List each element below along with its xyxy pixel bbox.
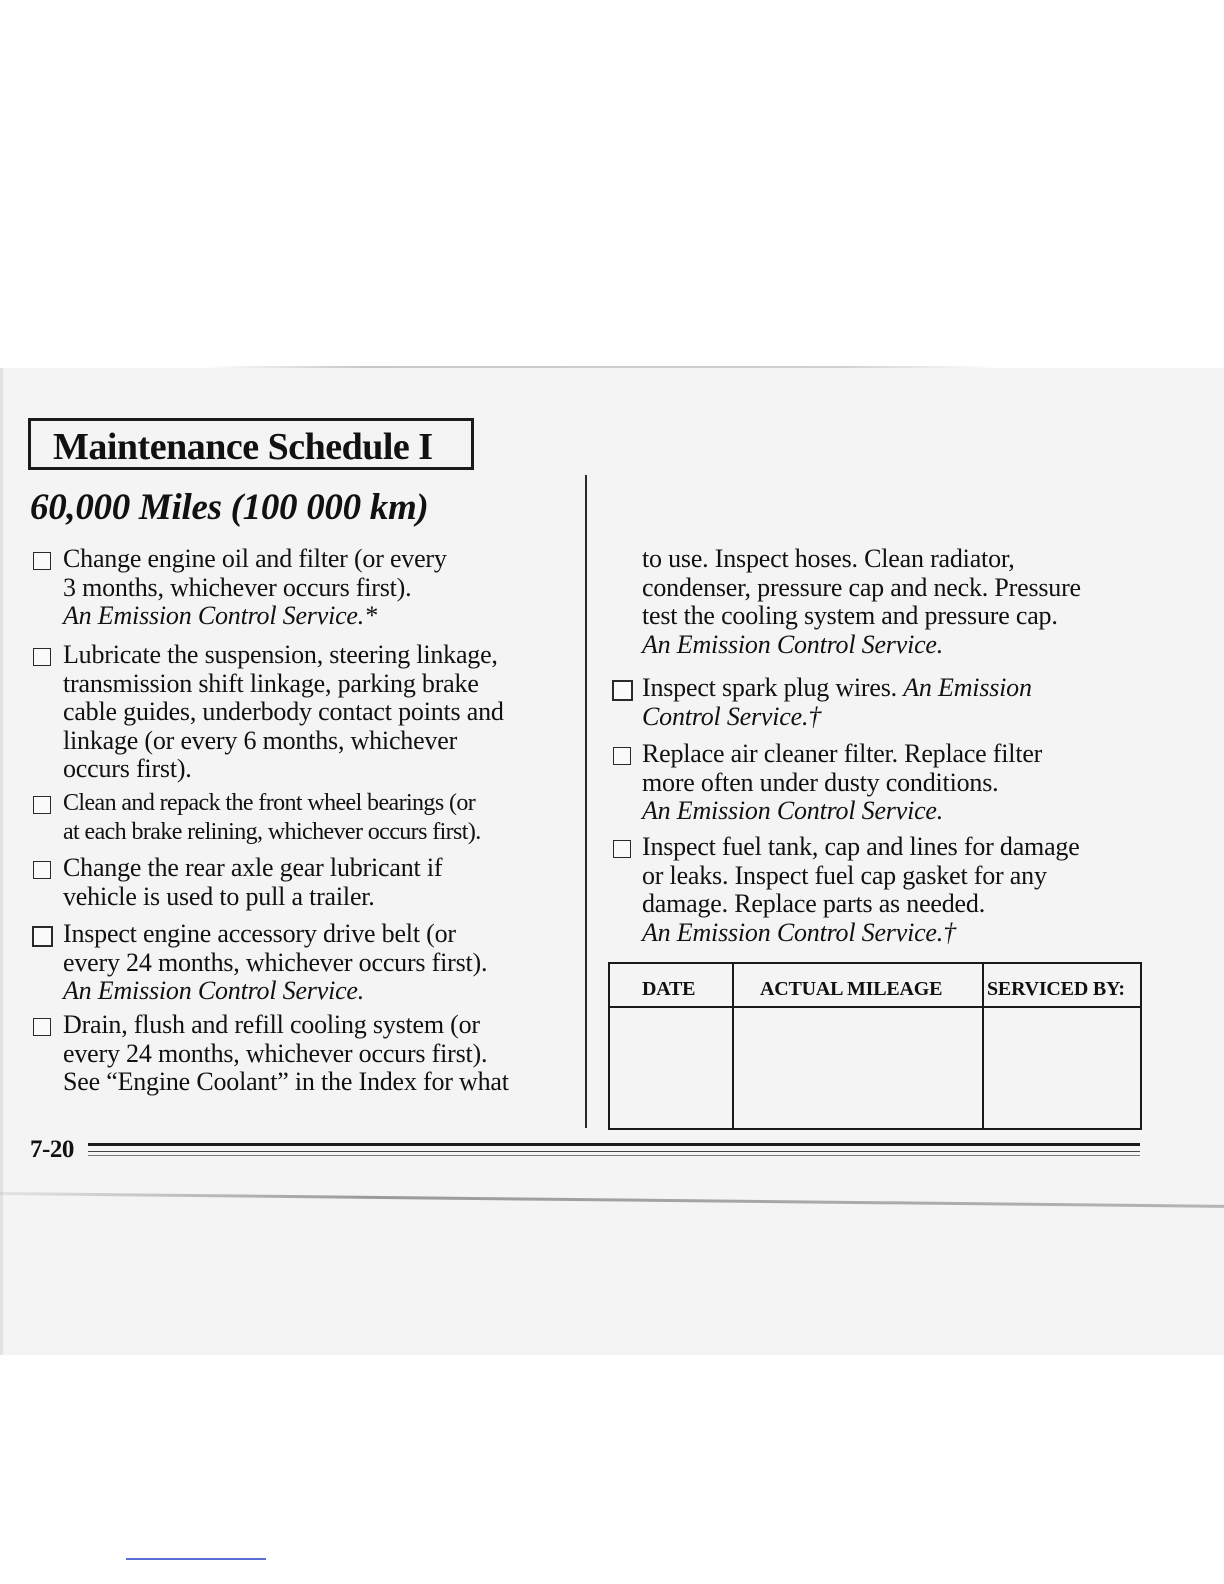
list-item-drive-belt <box>63 920 487 1006</box>
section-title-box <box>28 418 474 470</box>
item-text-line: Replace air cleaner filter. Replace filter <box>642 739 1043 768</box>
item-text-line: condenser, pressure cap and neck. Pressure <box>642 572 1081 602</box>
checkbox-cooling-system[interactable] <box>33 1018 51 1036</box>
emission-note: An Emission Control Service. <box>642 629 944 659</box>
item-text-line: occurs first). <box>63 754 192 783</box>
item-text-line: every 24 months, whichever occurs first). <box>63 1038 488 1068</box>
page-number: 7-20 <box>30 1136 74 1163</box>
item-text-line: damage. Replace parts as needed. <box>642 889 985 918</box>
checkbox-drive-belt[interactable] <box>32 926 53 947</box>
checkbox-oil-filter[interactable] <box>33 552 51 570</box>
item-text-line: Change the rear axle gear lubricant if <box>63 853 443 882</box>
section-title: Maintenance Schedule I <box>53 426 433 468</box>
item-text-line: transmission shift linkage, parking brake <box>63 668 479 698</box>
list-item-oil-filter <box>63 545 447 631</box>
item-text-line: test the cooling system and pressure cap. <box>642 601 1058 630</box>
list-item-spark-plug-wires <box>642 674 1032 731</box>
list-item-cooling-continued <box>642 545 1081 659</box>
item-text-line: Lubricate the suspension, steering linkage, <box>63 640 498 669</box>
item-text-line: Drain, flush and refill cooling system (or <box>63 1010 480 1039</box>
item-text-line: at each brake relining, whichever occurs first). <box>63 818 481 845</box>
scan-edge-left <box>0 368 3 1355</box>
item-text-line: Change engine oil and filter (or every <box>63 544 447 573</box>
item-text-line: Clean and repack the front wheel bearings (or <box>63 790 476 816</box>
emission-note: An Emission <box>903 673 1032 702</box>
item-text: Inspect spark plug wires. <box>642 673 904 702</box>
table-header-serviced-by: SERVICED BY: <box>987 978 1125 1000</box>
list-item-lubricate <box>63 641 504 784</box>
item-text-line <box>642 674 1032 703</box>
emission-note: An Emission Control Service. <box>63 976 365 1005</box>
checkbox-air-cleaner[interactable] <box>613 747 631 765</box>
footer-rule <box>88 1151 1140 1152</box>
table-cell-mileage[interactable] <box>734 1008 982 1128</box>
column-divider <box>585 475 587 1128</box>
item-text-line: every 24 months, whichever occurs first). <box>63 947 488 977</box>
table-header-mileage: ACTUAL MILEAGE <box>760 978 943 1000</box>
table-header-date: DATE <box>642 978 696 1000</box>
emission-note: An Emission Control Service. <box>642 796 944 825</box>
item-text-line: to use. Inspect hoses. Clean radiator, <box>642 544 1015 573</box>
item-text-line: Inspect fuel tank, cap and lines for damage <box>642 832 1080 861</box>
table-cell-serviced-by[interactable] <box>984 1008 1140 1128</box>
list-item-wheel-bearings <box>63 789 481 846</box>
checkbox-wheel-bearings[interactable] <box>33 796 51 814</box>
interval-heading: 60,000 Miles (100 000 km) <box>30 487 429 528</box>
footer-rule <box>88 1143 1140 1146</box>
item-text-line: or leaks. Inspect fuel cap gasket for any <box>642 860 1047 890</box>
checkbox-rear-axle[interactable] <box>33 861 51 879</box>
item-text-line: vehicle is used to pull a trailer. <box>63 881 375 911</box>
item-text-line: 3 months, whichever occurs first). <box>63 572 412 602</box>
scan-edge-top <box>200 366 1000 368</box>
list-item-fuel-tank <box>642 833 1080 947</box>
list-item-cooling-system <box>63 1011 509 1097</box>
emission-note: An Emission Control Service.* <box>63 601 377 630</box>
table-cell-date[interactable] <box>610 1008 732 1128</box>
item-text-line: Inspect engine accessory drive belt (or <box>63 919 456 948</box>
list-item-rear-axle <box>63 854 442 911</box>
emission-note: An Emission Control Service.† <box>642 917 956 947</box>
item-text-line: linkage (or every 6 months, whichever <box>63 725 458 755</box>
list-item-air-cleaner <box>642 740 1042 826</box>
item-text-line: See “Engine Coolant” in the Index for what <box>63 1067 509 1096</box>
service-log-table <box>608 962 1142 1130</box>
item-text-line: more often under dusty conditions. <box>642 767 999 797</box>
footer-rule <box>88 1155 1140 1156</box>
checkbox-spark-plug-wires[interactable] <box>612 680 633 701</box>
checkbox-fuel-tank[interactable] <box>613 840 631 858</box>
page-underline-mark <box>126 1558 266 1560</box>
checkbox-lubricate[interactable] <box>33 648 51 666</box>
item-text-line: cable guides, underbody contact points and <box>63 697 504 726</box>
emission-note: Control Service.† <box>642 701 822 731</box>
